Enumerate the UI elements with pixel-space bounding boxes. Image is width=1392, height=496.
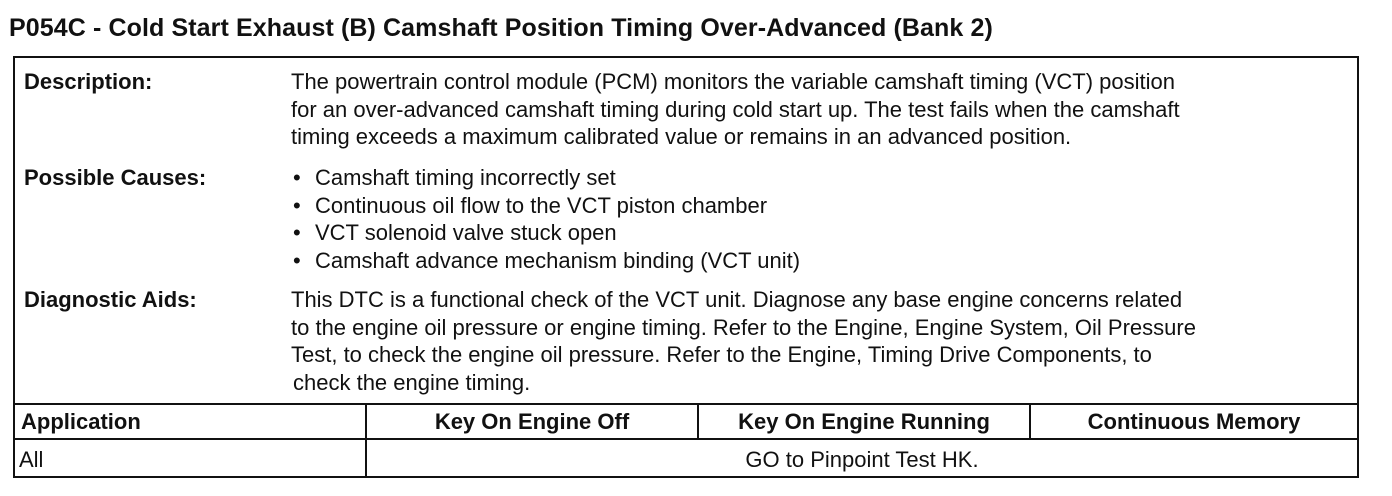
possible-causes-label: Possible Causes: — [24, 165, 207, 190]
diagnostic-aids-line: check the engine timing. — [293, 369, 531, 395]
cause-text: VCT solenoid valve stuck open — [315, 220, 617, 245]
cause-text: Continuous oil flow to the VCT piston chamber — [315, 192, 768, 218]
bullet-icon: • — [293, 247, 301, 273]
description-label: Description: — [24, 69, 153, 94]
diagnostic-aids-line: to the engine oil pressure or engine timing. Refer to the Engine, Engine System, Oil Pressure — [291, 314, 1196, 340]
list-item — [291, 192, 800, 220]
table-divider — [15, 438, 1357, 440]
list-item — [291, 164, 800, 192]
cause-text: Camshaft timing incorrectly set — [315, 165, 616, 190]
list-item — [291, 219, 800, 247]
diagnostic-aids-line: This DTC is a functional check of the VCT unit. Diagnose any base engine concerns related — [291, 287, 1183, 312]
description-line: timing exceeds a maximum calibrated value or remains in an advanced position. — [291, 124, 1072, 149]
description-line: for an over-advanced camshaft timing during cold start up. The test fails when the camshaft — [291, 96, 1180, 122]
table-header-koeo: Key On Engine Off — [434, 409, 630, 434]
table-cell-action: GO to Pinpoint Test HK. — [745, 447, 979, 472]
description-line: The powertrain control module (PCM) monitors the variable camshaft timing (VCT) position — [291, 69, 1175, 94]
diagnostic-aids-line: Test, to check the engine oil pressure. Refer to the Engine, Timing Drive Components, to — [291, 342, 1152, 367]
diagnostic-aids-label: Diagnostic Aids: — [24, 287, 197, 312]
table-header-continuous-memory: Continuous Memory — [1087, 409, 1301, 434]
list-item — [291, 247, 800, 275]
bullet-icon: • — [293, 165, 301, 190]
bullet-icon: • — [293, 220, 301, 245]
table-cell-application: All — [19, 447, 44, 472]
possible-causes-list — [291, 164, 800, 274]
table-header-application: Application — [21, 409, 141, 434]
dtc-info-table — [13, 56, 1359, 478]
table-header-koer: Key On Engine Running — [738, 409, 990, 434]
page-title: P054C - Cold Start Exhaust (B) Camshaft Position Timing Over-Advanced (Bank 2) — [9, 14, 993, 42]
diagnostic-aids-text — [291, 286, 1196, 396]
table-divider — [15, 403, 1357, 405]
description-text — [291, 68, 1180, 151]
cause-text: Camshaft advance mechanism binding (VCT unit) — [315, 247, 801, 273]
bullet-icon: • — [293, 192, 301, 218]
